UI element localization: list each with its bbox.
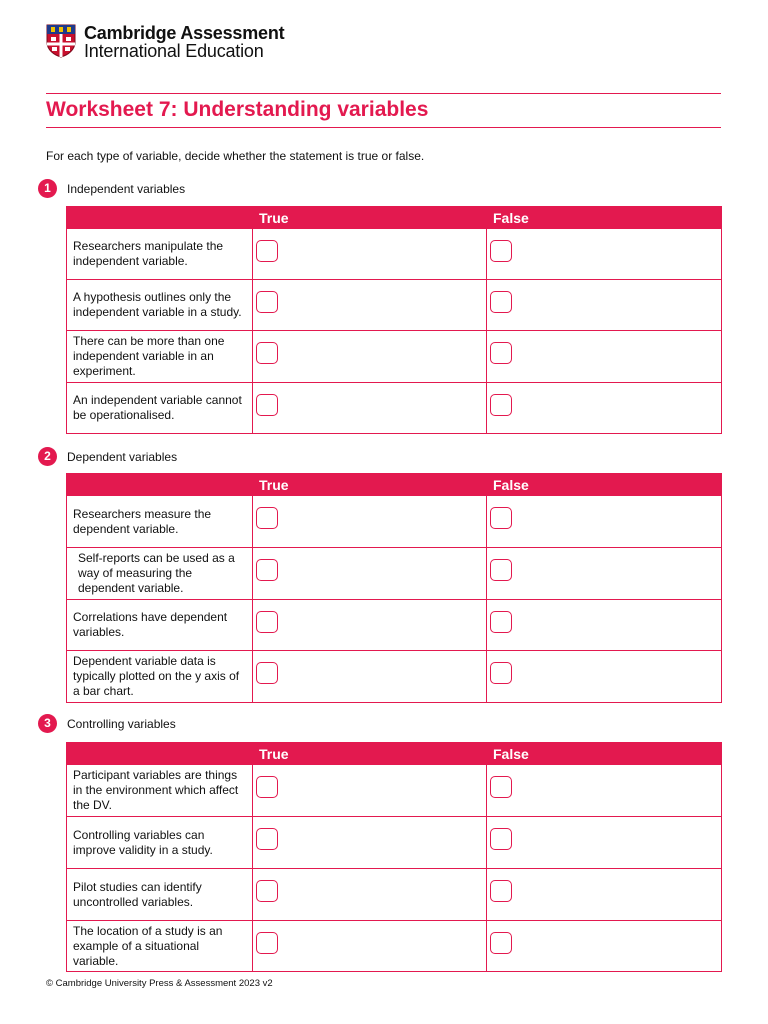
header-blank [67, 207, 253, 229]
statement-text: Controlling variables can improve validity in a study. [67, 817, 253, 869]
table-row [67, 383, 722, 434]
true-checkbox[interactable] [256, 342, 278, 364]
false-cell [487, 600, 722, 651]
table-row [67, 765, 722, 817]
false-checkbox[interactable] [490, 932, 512, 954]
header-true [253, 743, 487, 765]
false-checkbox[interactable] [490, 880, 512, 902]
false-cell [487, 548, 722, 600]
statement-text: Participant variables are things in the environment which affect the DV. [67, 765, 253, 817]
true-checkbox[interactable] [256, 291, 278, 313]
true-checkbox[interactable] [256, 662, 278, 684]
header-false [487, 474, 722, 496]
question-table [66, 742, 722, 972]
false-checkbox[interactable] [490, 611, 512, 633]
true-cell [253, 869, 487, 921]
title-rule-top [46, 93, 721, 94]
false-checkbox[interactable] [490, 394, 512, 416]
statement-text: An independent variable cannot be operationalised. [67, 383, 253, 434]
statement-text: Dependent variable data is typically plotted on the y axis of a bar chart. [67, 651, 253, 703]
statement-text: Pilot studies can identify uncontrolled variables. [67, 869, 253, 921]
instructions: For each type of variable, decide whether the statement is true or false. [46, 149, 425, 163]
true-label: True [259, 745, 289, 762]
table-row [67, 651, 722, 703]
brand-name: Cambridge Assessment [84, 23, 285, 43]
table-row [67, 496, 722, 548]
section-heading [38, 714, 176, 733]
title-rule-bottom [46, 127, 721, 128]
false-checkbox[interactable] [490, 507, 512, 529]
false-cell [487, 869, 722, 921]
table-row [67, 229, 722, 280]
false-checkbox[interactable] [490, 342, 512, 364]
table-row [67, 331, 722, 383]
statement-text: Researchers manipulate the independent variable. [67, 229, 253, 280]
true-cell [253, 383, 487, 434]
false-cell [487, 383, 722, 434]
false-cell [487, 921, 722, 972]
header-false [487, 743, 722, 765]
section-label: Independent variables [67, 181, 186, 196]
true-checkbox[interactable] [256, 559, 278, 581]
false-label: False [493, 209, 529, 226]
true-checkbox[interactable] [256, 932, 278, 954]
statement-text: Correlations have dependent variables. [67, 600, 253, 651]
true-checkbox[interactable] [256, 611, 278, 633]
shield-crest-icon [46, 24, 76, 58]
page-title: Worksheet 7: Understanding variables [46, 98, 429, 121]
statement-text: Researchers measure the dependent variable. [67, 496, 253, 548]
brand-subtitle: International Education [84, 41, 264, 61]
true-checkbox[interactable] [256, 828, 278, 850]
false-cell [487, 765, 722, 817]
true-cell [253, 817, 487, 869]
true-cell [253, 921, 487, 972]
section-number: 1 [38, 179, 57, 198]
section-heading [38, 179, 185, 198]
false-cell [487, 229, 722, 280]
false-cell [487, 331, 722, 383]
false-cell [487, 280, 722, 331]
false-checkbox[interactable] [490, 291, 512, 313]
false-cell [487, 817, 722, 869]
table-row [67, 600, 722, 651]
question-table [66, 206, 722, 434]
question-table [66, 473, 722, 703]
true-label: True [259, 209, 289, 226]
true-checkbox[interactable] [256, 776, 278, 798]
table-row [67, 817, 722, 869]
cambridge-logo [46, 24, 284, 60]
copyright-footer: © Cambridge University Press & Assessment 2023 v2 [46, 978, 273, 989]
section-number: 2 [38, 447, 57, 466]
false-label: False [493, 476, 529, 493]
false-label: False [493, 745, 529, 762]
section-label: Controlling variables [67, 716, 176, 731]
header-false [487, 207, 722, 229]
true-cell [253, 280, 487, 331]
section-label: Dependent variables [67, 449, 178, 464]
header-true [253, 207, 487, 229]
table-row [67, 280, 722, 331]
true-cell [253, 600, 487, 651]
table-row [67, 548, 722, 600]
true-checkbox[interactable] [256, 240, 278, 262]
table-row [67, 921, 722, 972]
statement-text: There can be more than one independent variable in an experiment. [67, 331, 253, 383]
false-checkbox[interactable] [490, 240, 512, 262]
true-cell [253, 229, 487, 280]
true-cell [253, 548, 487, 600]
false-checkbox[interactable] [490, 662, 512, 684]
true-cell [253, 651, 487, 703]
true-checkbox[interactable] [256, 507, 278, 529]
false-checkbox[interactable] [490, 559, 512, 581]
header-blank [67, 474, 253, 496]
header-true [253, 474, 487, 496]
statement-text: The location of a study is an example of a situational variable. [67, 921, 253, 972]
false-cell [487, 651, 722, 703]
table-row [67, 869, 722, 921]
section-heading [38, 447, 177, 466]
header-blank [67, 743, 253, 765]
section-number: 3 [38, 714, 57, 733]
true-label: True [259, 476, 289, 493]
true-checkbox[interactable] [256, 394, 278, 416]
false-checkbox[interactable] [490, 828, 512, 850]
true-checkbox[interactable] [256, 880, 278, 902]
true-cell [253, 496, 487, 548]
true-cell [253, 331, 487, 383]
statement-text: Self-reports can be used as a way of measuring the dependent variable. [67, 548, 253, 600]
false-cell [487, 496, 722, 548]
false-checkbox[interactable] [490, 776, 512, 798]
true-cell [253, 765, 487, 817]
statement-text: A hypothesis outlines only the independent variable in a study. [67, 280, 253, 331]
